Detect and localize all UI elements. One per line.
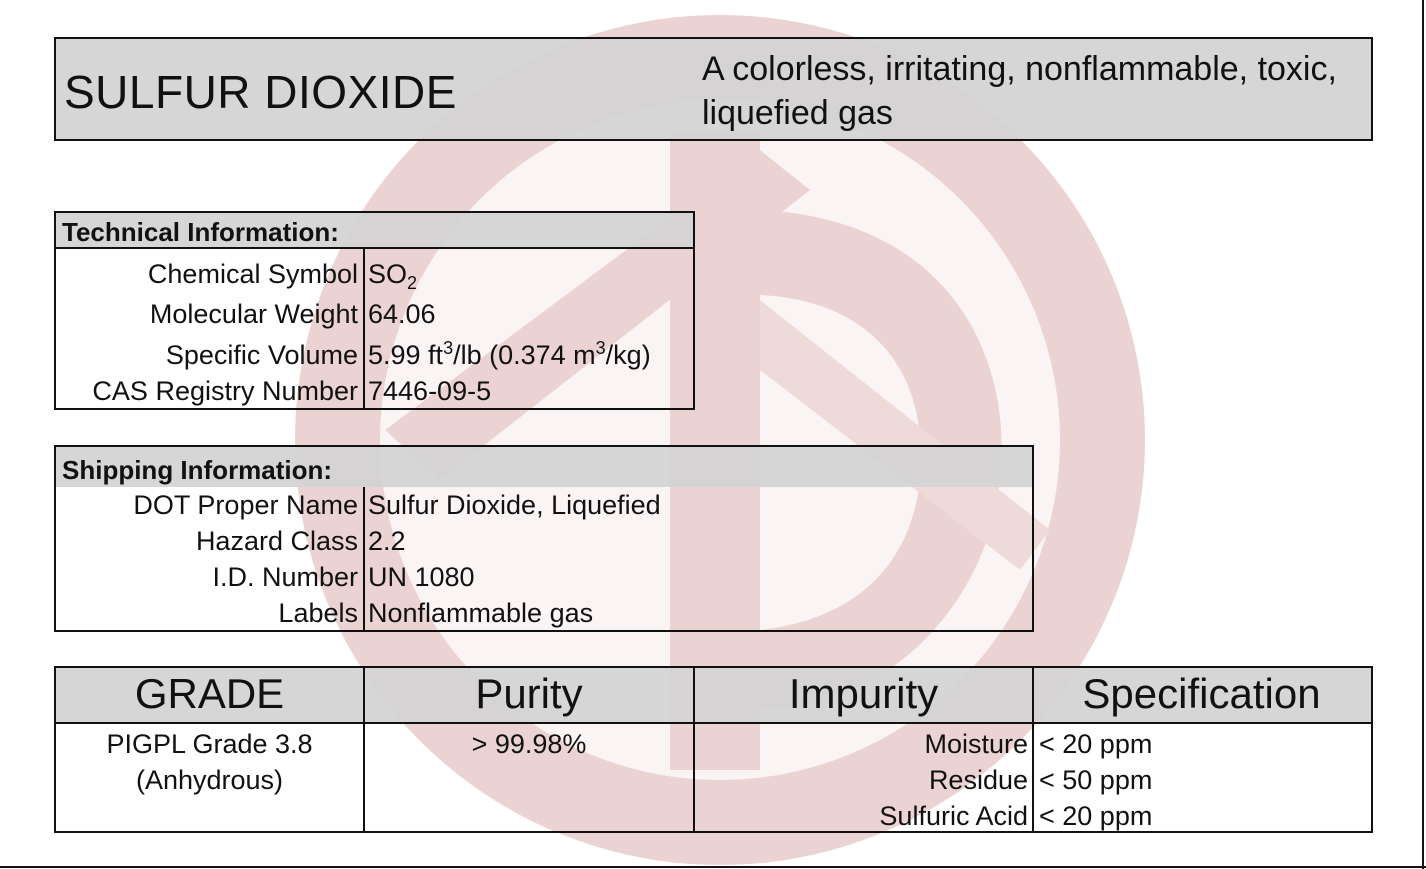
row-label: Labels bbox=[278, 598, 358, 628]
specification-value: < 20 ppm bbox=[1039, 729, 1153, 759]
grade-subtitle: (Anhydrous) bbox=[135, 765, 284, 795]
header-grade: GRADE bbox=[134, 670, 285, 717]
column-divider bbox=[363, 249, 365, 408]
row-label: Hazard Class bbox=[195, 526, 358, 556]
right-border bbox=[1422, 0, 1424, 869]
row-label: Molecular Weight bbox=[149, 299, 358, 329]
product-header bbox=[54, 37, 1373, 141]
row-label: CAS Registry Number bbox=[92, 376, 358, 406]
row-value: 2.2 bbox=[368, 526, 406, 556]
molecular-weight-value: 64.06 bbox=[368, 299, 436, 329]
cas-number-value: 7446-09-5 bbox=[368, 376, 492, 406]
specification-value: < 20 ppm bbox=[1039, 801, 1153, 831]
row-value: Nonflammable gas bbox=[368, 598, 594, 628]
bottom-border bbox=[0, 866, 1426, 868]
row-label: Chemical Symbol bbox=[147, 259, 358, 289]
header-impurity: Impurity bbox=[788, 670, 939, 717]
chemical-symbol-value: $SO_2$ bbox=[368, 259, 418, 293]
shipping-information-table bbox=[54, 445, 1034, 632]
row-label: DOT Proper Name bbox=[133, 490, 358, 520]
column-divider bbox=[363, 487, 365, 630]
header-specification: Specification bbox=[1082, 670, 1321, 717]
shipping-information-heading: Shipping Information: bbox=[56, 447, 1032, 487]
impurity-name: Moisture bbox=[924, 729, 1028, 759]
row-label: Specific Volume bbox=[165, 340, 358, 370]
row-label: I.D. Number bbox=[212, 562, 358, 592]
row-value: Sulfur Dioxide, Liquefied bbox=[368, 490, 661, 520]
specific-volume-value: 5.99 $ft^3/lb$ (0.374 $m^3/kg$) bbox=[368, 338, 651, 370]
impurity-list bbox=[695, 726, 1028, 834]
grade-specification-table bbox=[54, 666, 1373, 833]
specification-list bbox=[1039, 726, 1369, 834]
purity-value: > 99.98% bbox=[471, 729, 587, 759]
specification-value: < 50 ppm bbox=[1039, 765, 1153, 795]
technical-information-table bbox=[54, 211, 695, 410]
impurity-name: Sulfuric Acid bbox=[879, 801, 1028, 831]
row-value: UN 1080 bbox=[368, 562, 475, 592]
product-description: A colorless, irritating, nonflammable, toxic, liquefied gas bbox=[702, 50, 1337, 132]
impurity-name: Residue bbox=[928, 765, 1028, 795]
grade-cell bbox=[56, 726, 363, 798]
product-name: SULFUR DIOXIDE bbox=[64, 66, 457, 118]
grade-name: PIGPL Grade 3.8 bbox=[106, 729, 313, 759]
technical-information-heading: Technical Information: bbox=[56, 213, 693, 249]
header-purity: Purity bbox=[475, 670, 583, 717]
